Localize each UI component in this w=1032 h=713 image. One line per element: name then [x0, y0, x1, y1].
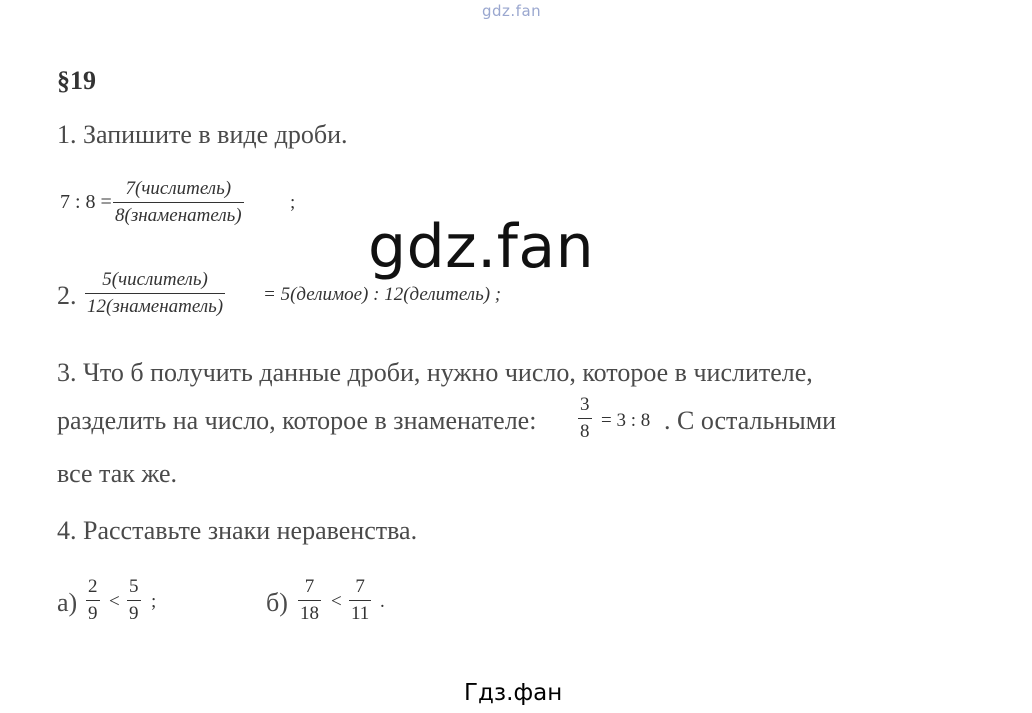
- task4-a-end: ;: [151, 591, 157, 612]
- task2-number: 2.: [57, 281, 77, 310]
- task4-b-d1: 18: [298, 600, 321, 626]
- task3-line1: 3. Что б получить данные дроби, нужно число, которое в числителе,: [57, 358, 813, 387]
- task1-end: ;: [290, 192, 296, 213]
- task4-a-n1: 2: [88, 576, 98, 597]
- task4-b-end: .: [380, 591, 385, 612]
- task3-eq: = 3 : 8: [601, 410, 651, 431]
- task1-numerator: 7(числитель): [125, 178, 232, 199]
- watermark-top: gdz.fan: [482, 2, 542, 20]
- task4-a-d2: 9: [127, 600, 141, 626]
- task4-a-sign: <: [109, 591, 120, 612]
- task2-denominator: 12(знаменатель): [85, 293, 225, 319]
- task4-text: 4. Расставьте знаки неравенства.: [57, 516, 418, 545]
- task4-b-n2: 7: [355, 576, 365, 597]
- task4-a-label: а): [57, 588, 78, 617]
- task4-b-label: б): [266, 588, 288, 617]
- task4-b-frac1: [298, 575, 321, 626]
- task3-line3: все так же.: [57, 459, 178, 488]
- task3-frac-den: 8: [578, 418, 592, 444]
- task2-rhs: = 5(делимое) : 12(делитель) ;: [263, 284, 502, 305]
- task2-fraction: [85, 268, 225, 319]
- task4-a-n2: 5: [129, 576, 139, 597]
- task3-fraction: [578, 393, 592, 444]
- task1-text: 1. Запишите в виде дроби.: [57, 120, 348, 149]
- task4-b-frac2: [349, 575, 371, 626]
- task4-b-sign: <: [331, 591, 342, 612]
- task4-a-d1: 9: [86, 600, 100, 626]
- task2-numerator: 5(числитель): [102, 269, 208, 290]
- footer-watermark: Гдз.фан: [464, 680, 563, 706]
- section-title: §19: [57, 66, 96, 95]
- task3-frac-num: 3: [580, 394, 590, 415]
- task1-lhs: 7 : 8 =: [60, 191, 112, 213]
- task3-line2-end: . С остальными: [664, 406, 837, 435]
- task4-b-d2: 11: [349, 600, 371, 626]
- task4-b-n1: 7: [304, 576, 315, 597]
- task3-line2: разделить на число, которое в знаменателе:: [57, 406, 537, 435]
- task4-a-frac1: [86, 575, 100, 626]
- task1-denominator: 8(знаменатель): [113, 202, 244, 228]
- watermark-center: gdz.fan: [368, 212, 595, 282]
- task1-fraction: [113, 177, 244, 228]
- task4-a-frac2: [127, 575, 141, 626]
